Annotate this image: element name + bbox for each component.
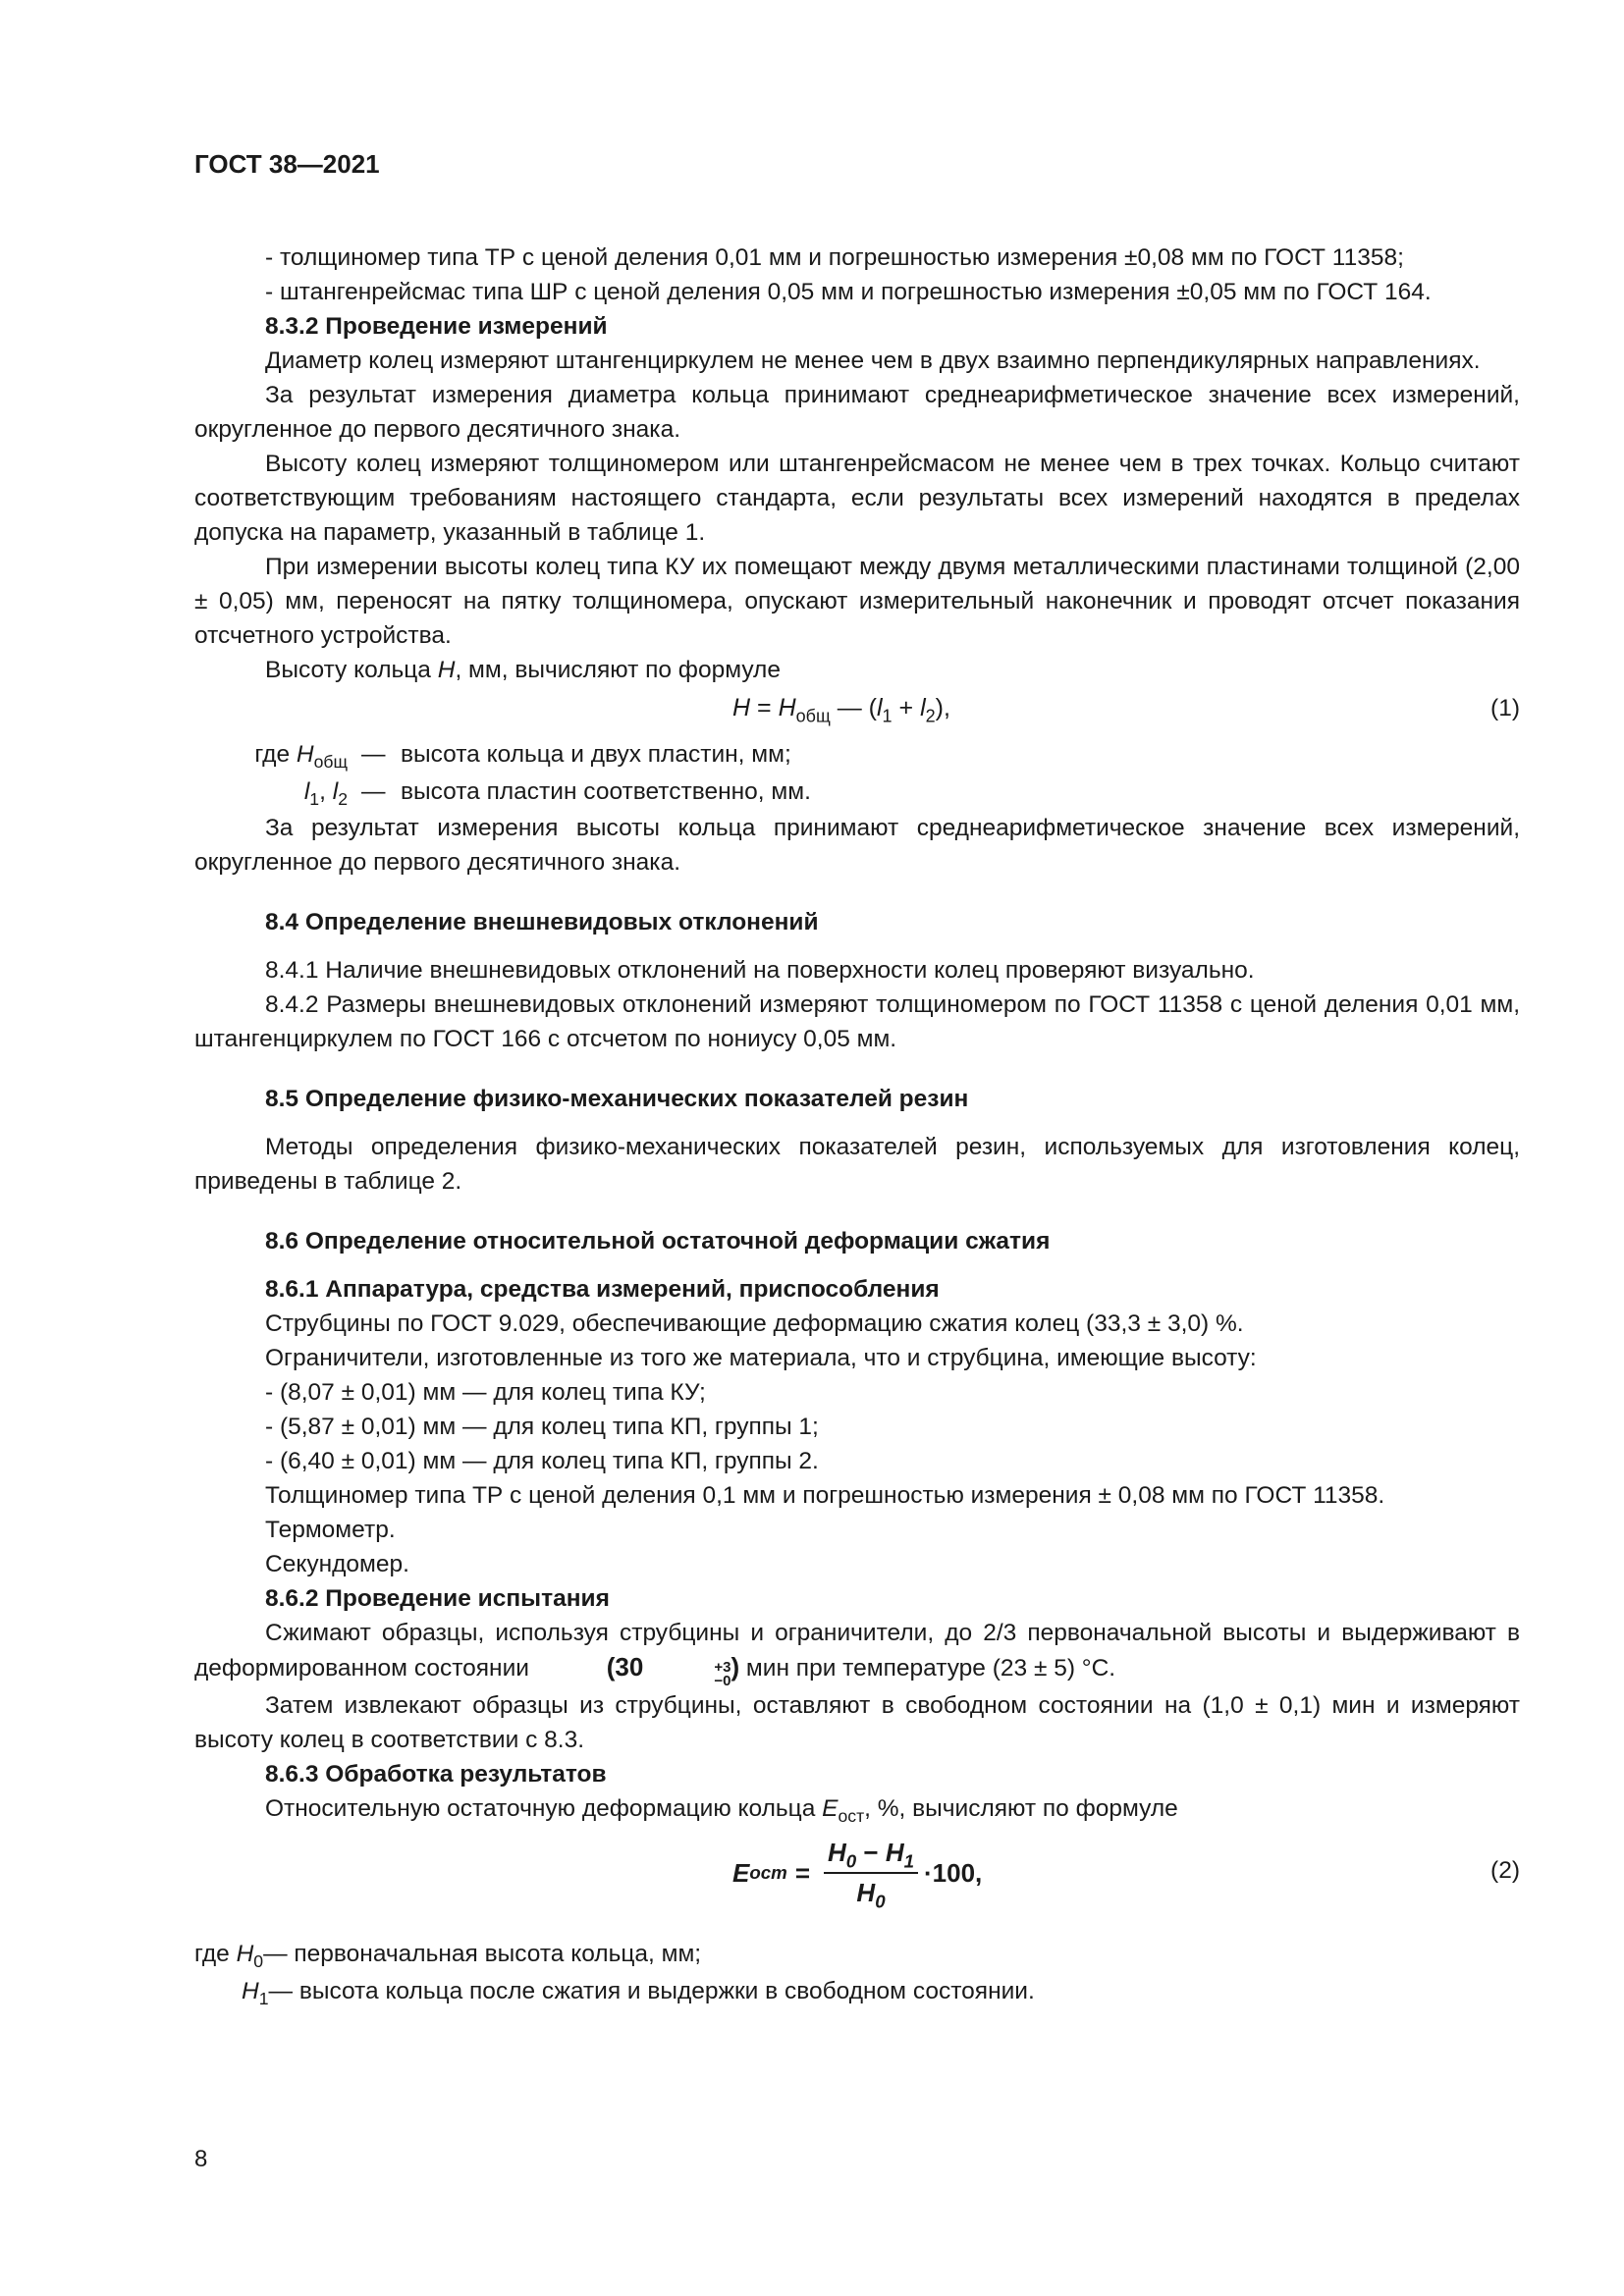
section-heading-8-3-2: 8.3.2 Проведение измерений xyxy=(265,313,608,340)
list-item: - толщиномер типа ТР с ценой деления 0,01 мм и погрешностью измерения ±0,08 мм по ГОСТ 11358; xyxy=(265,244,1404,271)
tolerance-value: (30 +3 −0 ) xyxy=(606,1652,740,1689)
where-text: высота кольца и двух пластин, мм; xyxy=(401,741,791,768)
list-line: Ограничители, изготовленные из того же материала, что и струбцина, имеющие высоту: xyxy=(265,1345,1257,1371)
section-heading-8-5: 8.5 Определение физико-механических показателей резин xyxy=(265,1086,969,1112)
equation-number: (2) xyxy=(1490,1857,1520,1884)
formula-1-expression: $H = H_{общ}$ — $(l_1 + l_2)$, xyxy=(732,694,950,726)
paragraph: 8.4.2 Размеры внешневидовых отклонений измеряют толщиномером по ГОСТ 11358 с ценой деления 0,01 мм, штангенциркулем по ГОСТ 166 с отсчетом по нониусу 0,05 мм. xyxy=(194,991,1520,1052)
paragraph: За результат измерения диаметра кольца принимают среднеарифметическое значение всех измерений, округленное до первого десятичного знака. xyxy=(194,382,1520,443)
section-heading-8-6: 8.6 Определение относительной остаточной деформации сжатия xyxy=(265,1228,1051,1255)
list-line: Толщиномер типа ТР с ценой деления 0,1 мм и погрешностью измерения ± 0,08 мм по ГОСТ 11358. xyxy=(265,1482,1385,1509)
where-symbol: $l_1$, $l_2$ xyxy=(303,778,348,810)
document-page xyxy=(194,147,1520,2010)
formula-1 xyxy=(194,691,1520,732)
section-heading-8-4: 8.4 Определение внешневидовых отклонений xyxy=(265,909,819,935)
where-symbol: где $H_{общ}$ xyxy=(254,741,348,773)
section-heading-8-6-3: 8.6.3 Обработка результатов xyxy=(265,1761,607,1788)
section-heading-8-6-1: 8.6.1 Аппаратура, средства измерений, приспособления xyxy=(265,1276,940,1303)
where-row xyxy=(194,736,1520,774)
list-line: - (8,07 ± 0,01) мм — для колец типа КУ; xyxy=(265,1379,706,1406)
paragraph: Методы определения физико-механических показателей резин, используемых для изготовления колец, приведены в таблице 2. xyxy=(194,1134,1520,1195)
paragraph: При измерении высоты колец типа КУ их помещают между двумя металлическими пластинами толщиной (2,00 ± 0,05) мм, переносят на пятку толщиномера, опускают измерительный наконечник и проводят отсчет показания отсчетного устройства. xyxy=(194,554,1520,649)
section-heading-8-6-2: 8.6.2 Проведение испытания xyxy=(265,1585,610,1612)
list-line: Секундомер. xyxy=(265,1551,409,1577)
where-line: где $H_0—$ первоначальная высота кольца, мм; xyxy=(194,1941,702,1972)
formula-intro: Относительную остаточную деформацию кольца $E_{ост}$, %, вычисляют по формуле xyxy=(265,1795,1178,1827)
where-line: $H_1—$ высота кольца после сжатия и выдержки в свободном состоянии. xyxy=(242,1978,1035,2009)
where-row xyxy=(194,774,1520,811)
list-line: - (5,87 ± 0,01) мм — для колец типа КП, группы 1; xyxy=(265,1414,819,1440)
paragraph: Высоту колец измеряют толщиномером или штангенрейсмасом не менее чем в трех точках. Кольцо считают соответствующим требованиям настоящего стандарта, если результаты всех измерений находятся в пределах допуска на параметр, указанный в таблице 1. xyxy=(194,451,1520,546)
paragraph: Затем извлекают образцы из струбцины, оставляют в свободном состоянии на (1,0 ± 0,1) мин и измеряют высоту колец в соответствии с 8.3. xyxy=(194,1692,1520,1753)
paragraph: За результат измерения высоты кольца принимают среднеарифметическое значение всех измерений, округленное до первого десятичного знака. xyxy=(194,815,1520,876)
where-dash: — xyxy=(361,778,386,805)
formula-intro: Высоту кольца H, мм, вычисляют по формуле xyxy=(265,657,781,683)
paragraph: 8.4.1 Наличие внешневидовых отклонений на поверхности колец проверяют визуально. xyxy=(265,957,1255,984)
paragraph: Сжимают образцы, используя струбцины и ограничители, до 2/3 первоначальной высоты и выдерживают в деформированном состоянии (30 +3 −0 ) мин при температуре (23 ± 5) °С. xyxy=(194,1620,1520,1689)
formula-2 xyxy=(194,1834,1520,1922)
list-item: - штангенрейсмас типа ШР с ценой деления 0,05 мм и погрешностью измерения ±0,05 мм по ГОСТ 164. xyxy=(265,279,1432,305)
list-line: Струбцины по ГОСТ 9.029, обеспечивающие деформацию сжатия колец (33,3 ± 3,0) %. xyxy=(265,1310,1244,1337)
fraction: $\frac{H_0 - H_1}{H_0}$ xyxy=(824,1836,918,1910)
equation-number: (1) xyxy=(1490,695,1520,721)
list-line: Термометр. xyxy=(265,1517,396,1543)
document-header: ГОСТ 38—2021 xyxy=(194,149,380,179)
where-text: высота пластин соответственно, мм. xyxy=(401,778,811,805)
paragraph: Диаметр колец измеряют штангенциркулем не менее чем в двух взаимно перпендикулярных направлениях. xyxy=(265,347,1481,374)
where-dash: — xyxy=(361,741,386,768)
formula-2-expression: E ост = $\frac{H_0 - H_1}{H_0}$ ·100, xyxy=(732,1838,983,1912)
page-number: 8 xyxy=(194,2146,208,2172)
list-line: - (6,40 ± 0,01) мм — для колец типа КП, группы 2. xyxy=(265,1448,819,1474)
